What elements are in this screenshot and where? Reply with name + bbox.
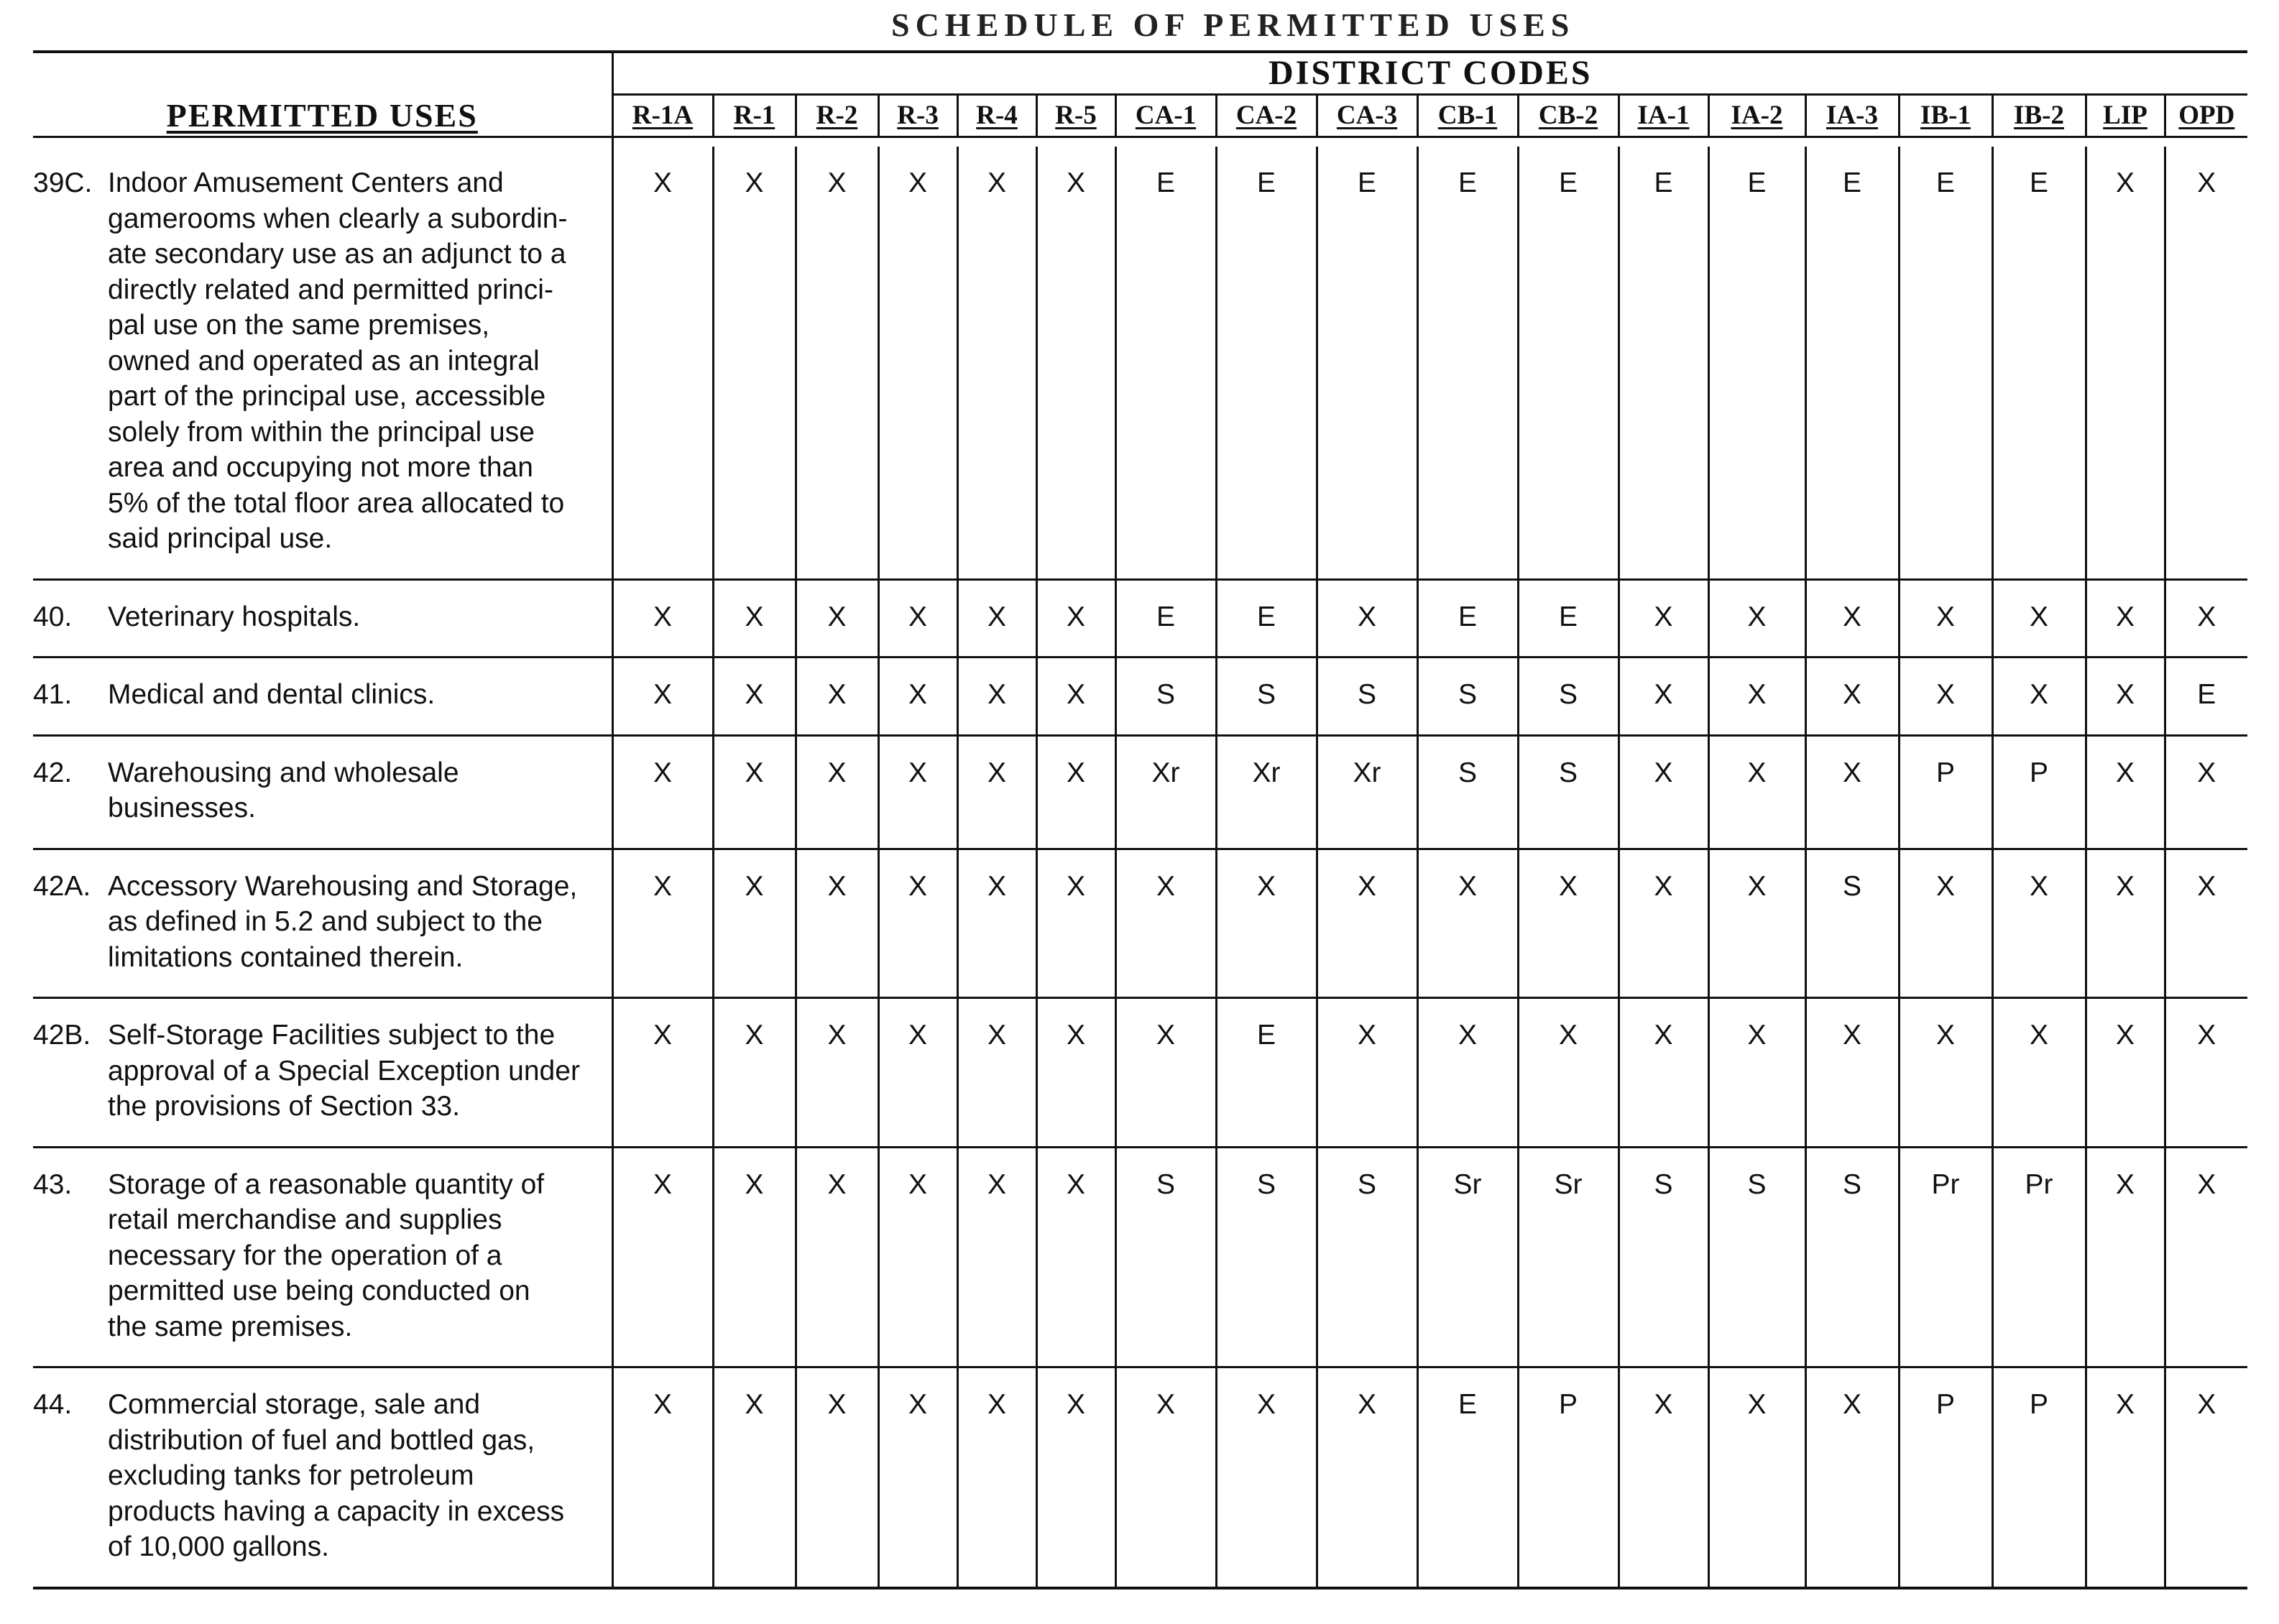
permission-code-cell: X <box>1036 998 1115 1148</box>
permission-code-cell: E <box>1417 1367 1518 1588</box>
district-code-header <box>2165 95 2247 137</box>
permission-code-cell: X <box>1708 998 1805 1148</box>
permission-code-cell: S <box>1317 658 1417 736</box>
permission-code-cell: X <box>1805 1367 1899 1588</box>
district-code-label: CB-2 <box>1538 101 1598 130</box>
permission-code-cell: X <box>612 1367 713 1588</box>
permission-code-cell: Pr <box>1899 1147 1992 1367</box>
district-codes-header: DISTRICT CODES <box>612 52 2247 95</box>
district-code-label: IA-3 <box>1826 101 1878 130</box>
permitted-uses-table <box>33 50 2247 1590</box>
permission-code-cell: P <box>1992 735 2086 849</box>
use-description-line: as defined in 5.2 and subject to the <box>108 906 543 937</box>
use-description-line: owned and operated as an integral <box>108 345 540 377</box>
use-description-line: Accessory Warehousing and Storage, <box>108 870 578 902</box>
district-code-header <box>1899 95 1992 137</box>
permission-code-cell: E <box>1317 147 1417 579</box>
permission-code-cell: X <box>957 579 1036 658</box>
use-description <box>108 1387 606 1565</box>
permitted-use-cell <box>33 579 612 658</box>
table-row <box>33 658 2247 736</box>
permission-code-cell: X <box>1992 579 2086 658</box>
district-code-header <box>1216 95 1317 137</box>
use-description-line: approval of a Special Exception under <box>108 1055 580 1086</box>
permission-code-cell: E <box>1115 147 1216 579</box>
permission-code-cell: X <box>1708 735 1805 849</box>
permission-code-cell: X <box>957 1147 1036 1367</box>
table-row <box>33 147 2247 579</box>
permission-code-cell: X <box>2165 147 2247 579</box>
permission-code-cell: X <box>957 658 1036 736</box>
permission-code-cell: X <box>1619 735 1708 849</box>
permission-code-cell: S <box>1216 658 1317 736</box>
table-row <box>33 1367 2247 1588</box>
permission-code-cell: S <box>1417 658 1518 736</box>
permission-code-cell: X <box>1619 849 1708 998</box>
district-code-header <box>1992 95 2086 137</box>
permission-code-cell: Pr <box>1992 1147 2086 1367</box>
permission-code-cell: X <box>1216 849 1317 998</box>
permitted-use-cell <box>33 998 612 1148</box>
permission-code-cell: E <box>1518 147 1619 579</box>
permission-code-cell: E <box>1216 579 1317 658</box>
district-code-header <box>796 95 878 137</box>
permission-code-cell: X <box>1036 147 1115 579</box>
district-code-header <box>957 95 1036 137</box>
permission-code-cell: E <box>1417 147 1518 579</box>
permission-code-cell: X <box>1805 998 1899 1148</box>
use-description-line: the same premises. <box>108 1311 353 1342</box>
district-code-header <box>878 95 957 137</box>
permission-code-cell: X <box>2165 1367 2247 1588</box>
permission-code-cell: X <box>1115 849 1216 998</box>
permission-code-cell: X <box>1619 998 1708 1148</box>
district-code-label: R-2 <box>816 101 858 130</box>
permitted-use-cell <box>33 1367 612 1588</box>
permission-code-cell: S <box>1708 1147 1805 1367</box>
permission-code-cell: X <box>1805 579 1899 658</box>
permission-code-cell: X <box>2086 998 2165 1148</box>
permission-code-cell: S <box>1115 658 1216 736</box>
permission-code-cell: E <box>1115 579 1216 658</box>
permission-code-cell: X <box>878 735 957 849</box>
permission-code-cell: X <box>713 147 796 579</box>
use-description-line: Warehousing and wholesale <box>108 757 459 788</box>
use-description <box>108 599 606 635</box>
permission-code-cell: X <box>2165 849 2247 998</box>
permission-code-cell: E <box>2165 658 2247 736</box>
use-number: 42. <box>33 757 73 788</box>
use-description-line: solely from within the principal use <box>108 416 535 448</box>
use-description-line: Veterinary hospitals. <box>108 601 361 632</box>
permission-code-cell: X <box>1805 735 1899 849</box>
permission-code-cell: X <box>796 658 878 736</box>
use-description <box>108 677 606 713</box>
permission-code-cell: X <box>1417 998 1518 1148</box>
permission-code-cell: Xr <box>1115 735 1216 849</box>
permission-code-cell: X <box>878 579 957 658</box>
permission-code-cell: X <box>612 849 713 998</box>
permission-code-cell: E <box>1619 147 1708 579</box>
permission-code-cell: X <box>612 1147 713 1367</box>
permission-code-cell: X <box>1992 658 2086 736</box>
permission-code-cell: E <box>1708 147 1805 579</box>
permission-code-cell: X <box>1899 579 1992 658</box>
permission-code-cell: X <box>878 658 957 736</box>
permission-code-cell: X <box>796 1367 878 1588</box>
use-description-line: of 10,000 gallons. <box>108 1531 329 1562</box>
use-description-line: gamerooms when clearly a subordin- <box>108 203 568 234</box>
permission-code-cell: X <box>2165 998 2247 1148</box>
permission-code-cell: X <box>713 735 796 849</box>
district-code-label: R-5 <box>1055 101 1097 130</box>
use-description-line: distribution of fuel and bottled gas, <box>108 1424 535 1456</box>
use-description-line: retail merchandise and supplies <box>108 1204 502 1235</box>
permission-code-cell: X <box>1036 735 1115 849</box>
permitted-use-cell <box>33 735 612 849</box>
permission-code-cell: X <box>1036 1367 1115 1588</box>
permission-code-cell: X <box>713 1367 796 1588</box>
permission-code-cell: P <box>1518 1367 1619 1588</box>
permission-code-cell: Sr <box>1518 1147 1619 1367</box>
permitted-uses-header: PERMITTED USES <box>33 52 612 137</box>
permission-code-cell: X <box>957 998 1036 1148</box>
table-row <box>33 735 2247 849</box>
permission-code-cell: E <box>1216 147 1317 579</box>
district-code-label: R-4 <box>976 101 1018 130</box>
district-code-label: IA-1 <box>1637 101 1690 130</box>
use-number: 42B. <box>33 1020 91 1051</box>
permission-code-cell: X <box>1619 1367 1708 1588</box>
permission-code-cell: Sr <box>1417 1147 1518 1367</box>
use-description-line: businesses. <box>108 793 256 823</box>
permission-code-cell: X <box>1317 849 1417 998</box>
use-description-line: the provisions of Section 33. <box>108 1091 460 1122</box>
permission-code-cell: S <box>1619 1147 1708 1367</box>
permission-code-cell: X <box>1518 849 1619 998</box>
permission-code-cell: X <box>2086 1367 2165 1588</box>
permission-code-cell: X <box>1708 658 1805 736</box>
permission-code-cell: S <box>1317 1147 1417 1367</box>
use-number: 40. <box>33 601 73 632</box>
use-description-line: Indoor Amusement Centers and <box>108 167 504 198</box>
permission-code-cell: X <box>1992 849 2086 998</box>
table-row <box>33 579 2247 658</box>
permission-code-cell: X <box>1899 998 1992 1148</box>
district-code-header <box>2086 95 2165 137</box>
permission-code-cell: X <box>1708 1367 1805 1588</box>
permission-code-cell: X <box>1417 849 1518 998</box>
permitted-use-cell <box>33 147 612 579</box>
permission-code-cell: P <box>1992 1367 2086 1588</box>
district-code-header <box>713 95 796 137</box>
permission-code-cell: X <box>957 735 1036 849</box>
permission-code-cell: S <box>1216 1147 1317 1367</box>
use-description-line: ate secondary use as an adjunct to a <box>108 239 566 269</box>
district-code-header <box>1036 95 1115 137</box>
use-description-line: part of the principal use, accessible <box>108 381 546 412</box>
table-row <box>33 1147 2247 1367</box>
permission-code-cell: X <box>878 1367 957 1588</box>
use-description-line: area and occupying not more than <box>108 452 533 483</box>
permission-code-cell: X <box>713 1147 796 1367</box>
permission-code-cell: X <box>1036 849 1115 998</box>
permission-code-cell: X <box>2086 147 2165 579</box>
permission-code-cell: X <box>1115 1367 1216 1588</box>
permission-code-cell: X <box>2086 658 2165 736</box>
permission-code-cell: X <box>796 849 878 998</box>
use-description-line: Medical and dental clinics. <box>108 679 436 710</box>
use-description <box>108 869 606 976</box>
permission-code-cell: X <box>1899 849 1992 998</box>
permission-code-cell: X <box>1708 849 1805 998</box>
permission-code-cell: S <box>1805 1147 1899 1367</box>
permission-code-cell: Xr <box>1216 735 1317 849</box>
district-code-header <box>612 95 713 137</box>
use-description-line: excluding tanks for petroleum <box>108 1460 474 1491</box>
use-description-line: necessary for the operation of a <box>108 1240 502 1271</box>
table-row <box>33 849 2247 998</box>
permission-code-cell: X <box>713 658 796 736</box>
district-code-label: IB-2 <box>2014 101 2064 130</box>
permission-code-cell: X <box>796 1147 878 1367</box>
permission-code-cell: X <box>612 658 713 736</box>
permission-code-cell: X <box>796 579 878 658</box>
district-code-header <box>1518 95 1619 137</box>
district-code-label: CA-2 <box>1235 101 1297 130</box>
permission-code-cell: X <box>1619 658 1708 736</box>
permission-code-cell: X <box>878 1147 957 1367</box>
district-code-label: IB-1 <box>1920 101 1971 130</box>
use-description-line: Self-Storage Facilities subject to the <box>108 1020 556 1051</box>
permission-code-cell: X <box>796 735 878 849</box>
table-body <box>33 137 2247 1588</box>
permission-code-cell: X <box>1317 1367 1417 1588</box>
use-description <box>108 755 606 826</box>
district-code-label: R-1A <box>632 101 694 130</box>
permission-code-cell: X <box>2165 1147 2247 1367</box>
permission-code-cell: X <box>1115 998 1216 1148</box>
district-code-header <box>1805 95 1899 137</box>
district-code-label: R-1 <box>733 101 775 130</box>
use-description-line: 5% of the total floor area allocated to <box>108 487 565 519</box>
use-number: 44. <box>33 1389 73 1420</box>
permission-code-cell: X <box>612 998 713 1148</box>
use-description-line: limitations contained therein. <box>108 941 464 973</box>
use-number: 41. <box>33 679 73 710</box>
use-description-line: said principal use. <box>108 523 333 554</box>
permission-code-cell: X <box>1036 658 1115 736</box>
permission-code-cell: X <box>2086 579 2165 658</box>
permitted-use-cell <box>33 849 612 998</box>
permission-code-cell: X <box>957 849 1036 998</box>
permission-code-cell: E <box>1216 998 1317 1148</box>
permission-code-cell: E <box>1992 147 2086 579</box>
use-description <box>108 1018 606 1125</box>
district-code-label: CA-1 <box>1135 101 1197 130</box>
district-code-label: LIP <box>2103 101 2147 130</box>
permission-code-cell: E <box>1518 579 1619 658</box>
table-row <box>33 998 2247 1148</box>
permission-code-cell: X <box>713 579 796 658</box>
permission-code-cell: X <box>612 147 713 579</box>
cropped-page-heading: SCHEDULE OF PERMITTED USES <box>891 6 1575 43</box>
use-description-line: directly related and permitted princi- <box>108 274 553 305</box>
district-code-header <box>1115 95 1216 137</box>
permitted-use-cell <box>33 1147 612 1367</box>
permission-code-cell: X <box>612 579 713 658</box>
permission-code-cell: X <box>1216 1367 1317 1588</box>
permission-code-cell: X <box>1317 998 1417 1148</box>
permission-code-cell: X <box>878 998 957 1148</box>
district-code-header <box>1417 95 1518 137</box>
permission-code-cell: X <box>2086 849 2165 998</box>
use-description-line: Storage of a reasonable quantity of <box>108 1168 545 1200</box>
permission-code-cell: E <box>1417 579 1518 658</box>
header-spacer <box>33 137 2247 147</box>
permission-code-cell: Xr <box>1317 735 1417 849</box>
permission-code-cell: X <box>878 849 957 998</box>
permission-code-cell: X <box>2086 735 2165 849</box>
use-description-line: products having a capacity in excess <box>108 1495 565 1527</box>
permission-code-cell: X <box>713 849 796 998</box>
district-code-label: OPD <box>2178 101 2235 130</box>
permission-code-cell: X <box>1036 1147 1115 1367</box>
permission-code-cell: X <box>796 147 878 579</box>
permission-code-cell: E <box>1899 147 1992 579</box>
permission-code-cell: P <box>1899 1367 1992 1588</box>
district-code-label: R-3 <box>897 101 939 130</box>
permission-code-cell: X <box>1036 579 1115 658</box>
permission-code-cell: S <box>1805 849 1899 998</box>
use-number: 39C. <box>33 167 93 198</box>
permission-code-cell: X <box>612 735 713 849</box>
permission-code-cell: X <box>713 998 796 1148</box>
district-code-header <box>1619 95 1708 137</box>
permission-code-cell: S <box>1518 658 1619 736</box>
permission-code-cell: P <box>1899 735 1992 849</box>
district-code-header <box>1708 95 1805 137</box>
permission-code-cell: X <box>2086 1147 2165 1367</box>
district-code-label: CA-3 <box>1336 101 1398 130</box>
use-description <box>108 1167 606 1345</box>
use-number: 42A. <box>33 870 91 902</box>
permission-code-cell: X <box>2165 735 2247 849</box>
permission-code-cell: X <box>1708 579 1805 658</box>
permission-code-cell: X <box>1619 579 1708 658</box>
district-code-header <box>1317 95 1417 137</box>
use-description-line: permitted use being conducted on <box>108 1275 530 1306</box>
permission-code-cell: X <box>1899 658 1992 736</box>
permission-code-cell: S <box>1417 735 1518 849</box>
permission-code-cell: X <box>1992 998 2086 1148</box>
permission-code-cell: X <box>2165 579 2247 658</box>
use-description-line: pal use on the same premises, <box>108 310 490 341</box>
permission-code-cell: E <box>1805 147 1899 579</box>
permission-code-cell: X <box>878 147 957 579</box>
use-description <box>108 165 606 557</box>
permission-code-cell: S <box>1115 1147 1216 1367</box>
permission-code-cell: X <box>1317 579 1417 658</box>
district-code-label: IA-2 <box>1731 101 1783 130</box>
permission-code-cell: X <box>796 998 878 1148</box>
permission-code-cell: S <box>1518 735 1619 849</box>
district-code-label: CB-1 <box>1437 101 1498 130</box>
permission-code-cell: X <box>957 147 1036 579</box>
use-description-line: Commercial storage, sale and <box>108 1389 481 1420</box>
permission-code-cell: X <box>1518 998 1619 1148</box>
permission-code-cell: X <box>957 1367 1036 1588</box>
use-number: 43. <box>33 1168 73 1200</box>
permission-code-cell: X <box>1805 658 1899 736</box>
permitted-use-cell <box>33 658 612 736</box>
